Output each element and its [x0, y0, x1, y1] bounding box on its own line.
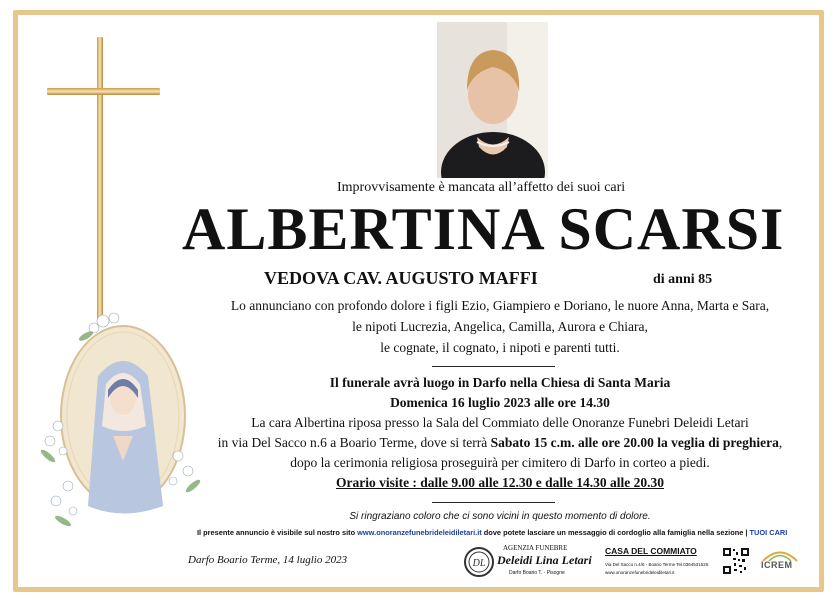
casa-website: www.onoranzefunebrideleidiletari.it [605, 570, 675, 575]
icrem-text: ICREM [761, 560, 793, 570]
notice-mid: dove potete lasciare un messaggio di cordoglio alla famiglia nella sezione | [481, 528, 750, 537]
notice-pre: Il presente annuncio è visibile sul nostro sito [197, 528, 358, 537]
divider-2 [432, 502, 555, 503]
family-line-1: Lo annunciano con profondo dolore i figli Ezio, Giampiero e Doriano, le nuore Anna, Marta e Sara, [230, 298, 770, 313]
family-line-2: le nipoti Lucrezia, Angelica, Camilla, Aurora e Chiara, [352, 319, 648, 334]
family-line-3: le cognate, il cognato, i nipoti e parenti tutti. [380, 340, 620, 355]
intro-text: Improvvisamente è mancata all’affetto dei suoi cari [337, 180, 626, 195]
qr-code-icon[interactable] [722, 547, 750, 575]
age-text: di anni 85 [653, 272, 713, 287]
funeral-line-4-post: , [778, 435, 783, 450]
vigil-text: Sabato 15 c.m. alle ore 20.00 la veglia di preghiera [490, 435, 779, 450]
agency-emblem-icon [463, 546, 495, 578]
funeral-line-4 [170, 435, 830, 451]
website-notice [197, 528, 787, 537]
icrem-logo [755, 548, 805, 576]
casa-address: Via Del Sacco n.4/6 - Boario Terme Tel.0364531526 [605, 562, 709, 567]
website-link[interactable]: www.onoranzefunebrideleidiletari.it [357, 528, 482, 537]
deceased-name: ALBERTINA SCARSI [182, 196, 785, 262]
casa-del-commiato [605, 546, 717, 580]
agency-top: AGENZIA FUNEBRE [503, 544, 568, 552]
funeral-datetime: Domenica 16 luglio 2023 alle ore 14.30 [390, 395, 610, 410]
funeral-line-3: La cara Albertina riposa presso la Sala del Commiato delle Onoranze Funebri Deleidi Letari [251, 415, 749, 430]
agency-logo [463, 544, 603, 580]
agency-sub: Darfo Boario T. - Pisogne [509, 570, 565, 576]
issue-date: Darfo Boario Terme, 14 luglio 2023 [188, 554, 348, 566]
visiting-hours: Orario visite : dalle 9.00 alle 12.30 e dalle 14.30 alle 20.30 [335, 475, 665, 490]
funeral-line-5: dopo la cerimonia religiosa proseguirà per cimitero di Darfo in corteo a piedi. [290, 455, 710, 470]
tuoi-cari-link[interactable]: TUOI CARI [749, 528, 788, 537]
agency-name: Deleidi Lina Letari [497, 553, 592, 567]
casa-title: CASA DEL COMMIATO [605, 546, 697, 556]
funeral-line-4-pre: in via Del Sacco n.6 a Boario Terme, dove si terrà [217, 435, 491, 450]
divider-1 [432, 366, 555, 367]
cross-icon [97, 37, 103, 322]
thanks-text: Si ringraziano coloro che ci sono vicini in questo momento di dolore. [349, 511, 651, 522]
portrait-photo [437, 22, 548, 178]
cross-icon-bar [47, 88, 160, 95]
widow-of-text: VEDOVA CAV. AUGUSTO MAFFI [264, 268, 538, 288]
funeral-place: Il funerale avrà luogo in Darfo nella Chiesa di Santa Maria [329, 375, 671, 390]
svg-text:DL: DL [472, 558, 486, 569]
